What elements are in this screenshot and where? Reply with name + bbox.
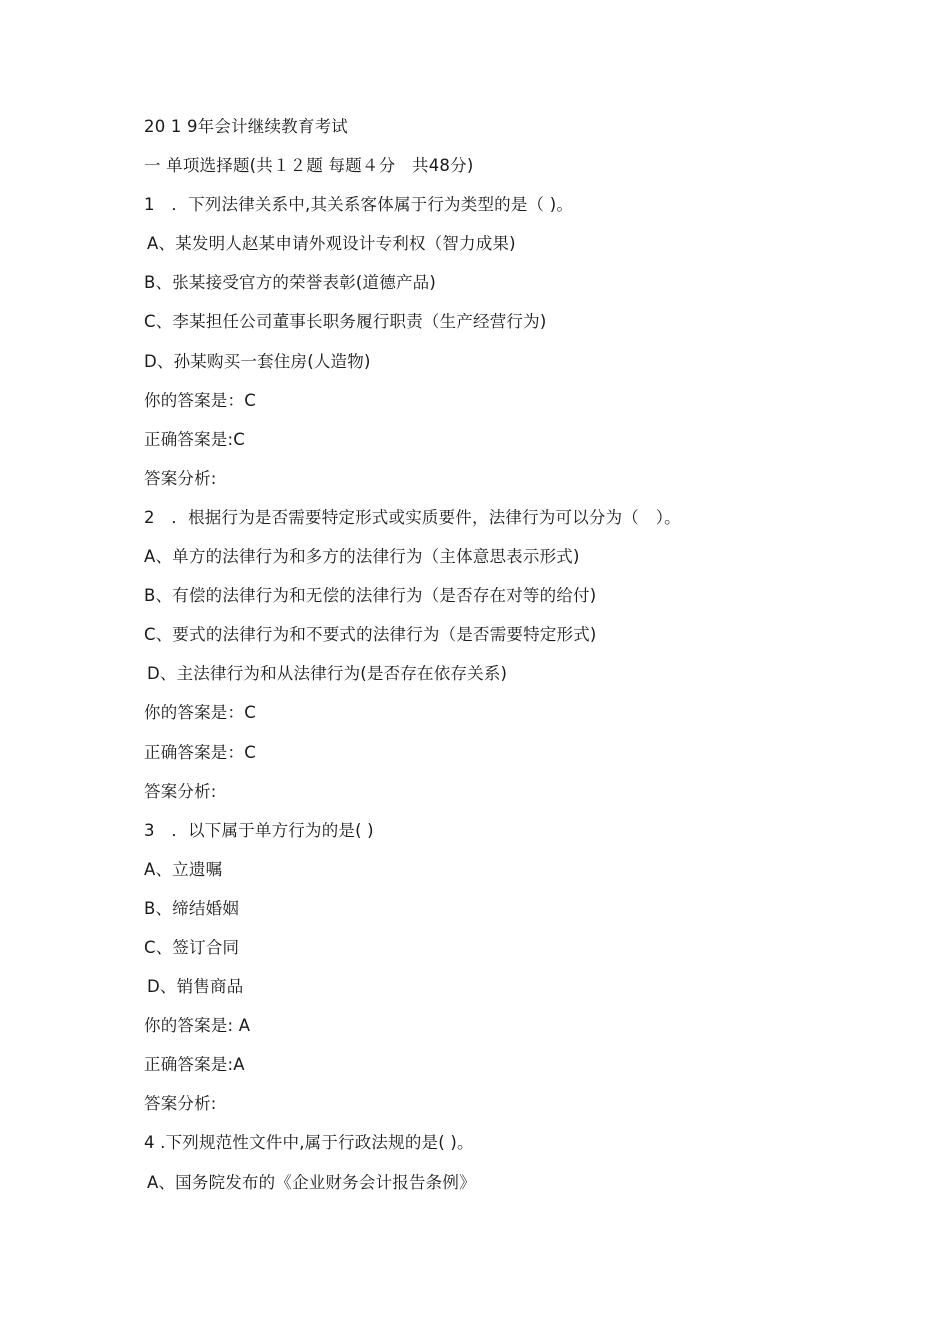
question-2-analysis: 答案分析:: [144, 781, 217, 801]
section-heading: 一 单项选择题(共１２题 每题４分 共48分): [144, 156, 474, 176]
question-3-analysis: 答案分析:: [144, 1094, 217, 1114]
question-2-your-answer: 你的答案是：C: [144, 703, 256, 723]
question-3-option-d: D、销售商品: [147, 977, 244, 997]
question-3-option-c: C、签订合同: [144, 937, 240, 957]
question-1-option-d: D、孙某购买一套住房(人造物): [144, 351, 371, 371]
question-3-stem: 3 ．以下属于单方行为的是( ): [144, 820, 374, 840]
question-4-stem: 4 .下列规范性文件中,属于行政法规的是( )。: [144, 1133, 474, 1153]
question-2-option-b: B、有偿的法律行为和无偿的法律行为（是否存在对等的给付): [144, 586, 597, 606]
question-1-analysis: 答案分析:: [144, 468, 217, 488]
question-2-option-d: D、主法律行为和从法律行为(是否存在依存关系): [147, 664, 508, 684]
question-1-option-a: A、某发明人赵某申请外观设计专利权（智力成果): [147, 234, 516, 254]
question-2-stem: 2 ．根据行为是否需要特定形式或实质要件，法律行为可以分为（ ）。: [144, 507, 681, 527]
question-1-correct-answer: 正确答案是:C: [144, 429, 245, 449]
question-2-option-c: C、要式的法律行为和不要式的法律行为（是否需要特定形式): [144, 625, 597, 645]
question-3-correct-answer: 正确答案是:A: [144, 1055, 245, 1075]
document-title: 20 1 9年会计继续教育考试: [144, 117, 348, 136]
question-1-option-c: C、李某担任公司董事长职务履行职责（生产经营行为): [144, 312, 547, 332]
question-1-your-answer: 你的答案是：C: [144, 390, 256, 410]
question-1-option-b: B、张某接受官方的荣誉表彰(道德产品): [144, 273, 436, 293]
question-3-your-answer: 你的答案是: A: [144, 1016, 251, 1036]
question-3-option-a: A、立遗嘱: [144, 859, 223, 879]
question-1-stem: 1 ．下列法律关系中,其关系客体属于行为类型的是（ )。: [144, 195, 574, 215]
question-2-option-a: A、单方的法律行为和多方的法律行为（主体意思表示形式): [144, 547, 580, 567]
document-content: [144, 112, 904, 1207]
question-3-option-b: B、缔结婚姻: [144, 898, 240, 918]
question-2-correct-answer: 正确答案是：C: [144, 742, 256, 762]
question-4-option-a: A、国务院发布的《企业财务会计报告条例》: [147, 1172, 476, 1192]
